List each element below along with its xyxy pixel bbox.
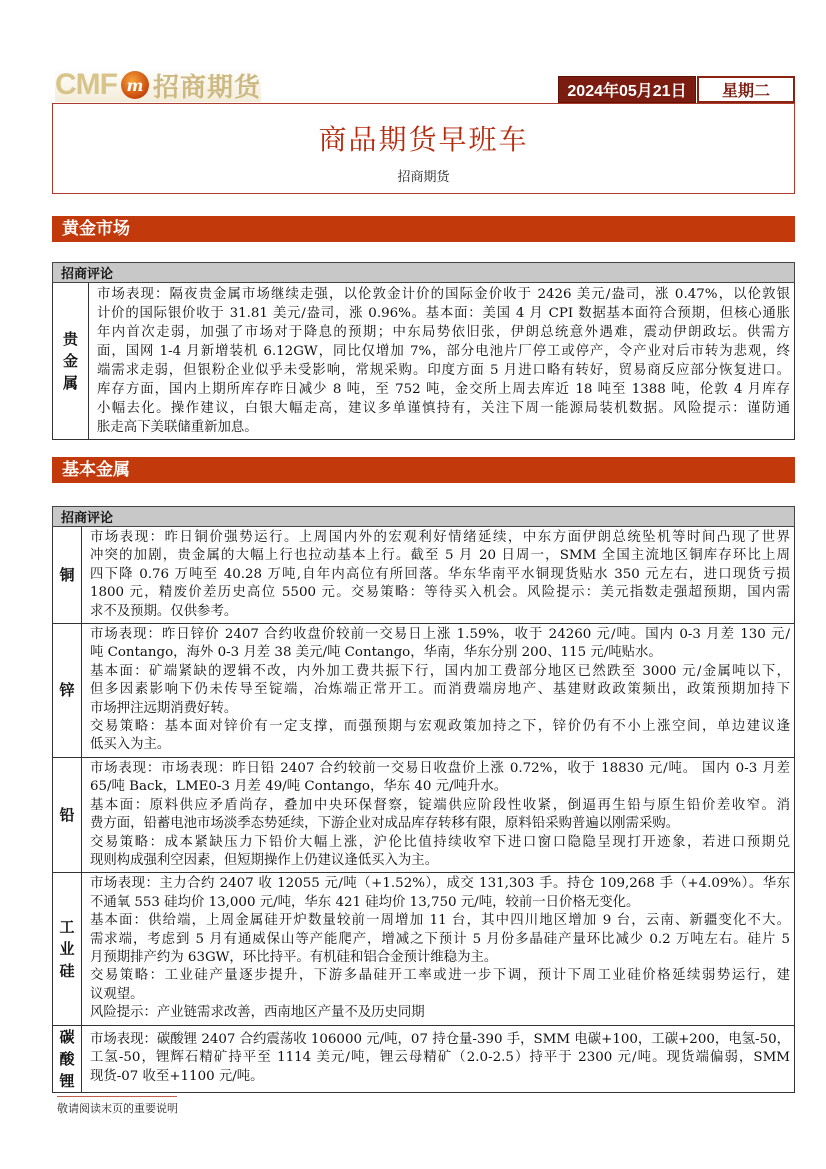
footer-note: 敬请阅读末页的重要说明	[57, 1102, 178, 1115]
label-char: 硅	[59, 961, 75, 980]
commentary-cell	[81, 757, 794, 872]
commentary-line: 现货-07 收至+1100 元/吨。	[89, 1068, 264, 1084]
commodity-label	[53, 527, 82, 624]
commentary-line: 不通氧 553 硅均价 13,000 元/吨，华东 421 硅均价 13,750 元/吨，较前一日价格无变化。	[89, 894, 640, 910]
table-row	[53, 283, 795, 440]
commentary-line: 费方面，铅蓄电池市场淡季态势延续，下游企业对成品库存转移有限，原料铅采购普遍以刚需采购。	[89, 816, 680, 832]
table-header-row	[53, 263, 795, 283]
table-row	[53, 527, 795, 624]
table-row	[53, 624, 795, 758]
commodity-label	[53, 873, 82, 1025]
section-header-base-metals: 基本金属	[52, 457, 795, 483]
commentary-line: 工氢-50，锂辉石精矿持平至 1114 美元/吨，锂云母精矿（2.0-2.5）持平于 2300 元/吨。现货端偏弱，SMM	[89, 1050, 790, 1066]
commentary-cell	[81, 1025, 794, 1092]
label-char: 锌	[59, 681, 75, 700]
label-char: 锂	[59, 1071, 75, 1090]
commentary-line: 端需求走弱，但银粉企业似乎未受影响，常规采购。印度方面 5 月进口略有转好，贸易商反应部分恢复进口。	[97, 363, 790, 378]
base-metals-comment-table	[52, 506, 795, 1093]
commentary-line: 基本面：原料供应矛盾尚存，叠加中央环保督察，锭端供应阶段性收紧，倒逼再生铅与原生铅价差收窄。消	[89, 797, 790, 813]
table-row	[53, 1025, 795, 1092]
commodity-label	[53, 624, 82, 758]
commentary-line: 市场押注远期消费好转。	[89, 700, 238, 716]
commentary-line: 市场表现：昨日锌价 2407 合约收盘价较前一交易日上涨 1.59%，收于 24260 元/吨。国内 0-3 月差 130 元/	[89, 627, 790, 643]
report-weekday: 星期二	[697, 76, 795, 103]
commentary-line: 需求端，考虑到 5 月有通威保山等产能爬产，增减之下预计 5 月份多晶硅产量环比减少 0.2 万吨左右。硅片 5	[89, 931, 790, 947]
commentary-line: 交易策略：基本面对锌价有一定支撑，而强预期与宏观政策加持之下，锌价仍有不小上涨空间，单边建议逢	[89, 719, 790, 735]
commodity-label	[53, 1025, 82, 1092]
section-header-gold: 黄金市场	[52, 216, 795, 242]
label-char: 属	[62, 374, 78, 392]
commentary-line: 交易策略：成本紧缺压力下铅价大幅上涨，沪伦比值持续收窄下进口窗口隐隐呈现打开迹象，若进口预期兑	[89, 834, 790, 850]
commentary-line: 年内首次走弱，加强了市场对于降息的预期；中东局势依旧张，伊朗总统意外遇难，震动伊朗政坛。供需方	[97, 325, 790, 340]
commentary-line: 胀走高下美联储重新加息。	[97, 420, 258, 435]
commentary-line: 计价的国际银价收于 31.81 美元/盎司，涨 0.96%。基本面：美国 4 月 CPI 数据基本面符合预期，但核心通胀	[97, 306, 790, 321]
logo-text: CMF	[55, 68, 117, 101]
commentary-line: 市场表现：隔夜贵金属市场继续走强，以伦敦金计价的国际金价收于 2426 美元/盎司，涨 0.47%，以伦敦银	[97, 287, 790, 302]
commentary-cell	[81, 624, 794, 758]
commentary-line: 基本面：矿端紧缺的逻辑不改，内外加工费共振下行，国内加工费部分地区已然跌至 3000 元/金属吨以下，	[89, 663, 790, 679]
label-char: 铅	[59, 806, 75, 825]
commentary-line: 基本面：供给端，上周金属硅开炉数量较前一周增加 11 台，其中四川地区增加 9 台，云南、新疆变化不大。	[89, 913, 790, 929]
commentary-line: 求不及预期。仅供参考。	[89, 603, 238, 619]
table-row	[53, 757, 795, 872]
table-header: 招商评论	[53, 263, 795, 283]
commentary-line: 四下降 0.76 万吨至 40.28 万吨,自年内高位有所回落。华东华南平水铜现货贴水 350 元左右，进口现货亏损	[89, 566, 790, 582]
commentary-line: 65/吨 Back，LME0-3 月差 49/吨 Contango，华东 40 元/吨升水。	[89, 779, 508, 795]
commentary-line: 小幅去化。操作建议，白银大幅走高，建议多单谨慎持有，关注下周一能源局装机数据。风险提示：谨防通	[97, 401, 790, 416]
commentary-line: 市场表现：主力合约 2407 收 12055 元/吨（+1.52%），成交 131,303 手。持仓 109,268 手（+4.09%）。华东	[89, 876, 790, 892]
commentary-line: 议观望。	[89, 986, 144, 1002]
commentary-cell	[81, 527, 794, 624]
logo-cn: 招商期货	[152, 72, 261, 103]
commentary-line: 市场表现：市场表现：昨日铅 2407 合约较前一交易日收盘价上涨 0.72%，收于 18830 元/吨。 国内 0-3 月差	[89, 760, 790, 776]
commentary-line: 1800 元，精废价差历史高位 5500 元。交易策略：等待买入机会。风险提示：美元指数走强超预期，国内需	[89, 585, 790, 601]
label-char: 酸	[59, 1049, 75, 1068]
commentary-line: 月预期排产约为 63GW，环比持平。有机硅和铝合金预计维稳为主。	[89, 949, 498, 965]
commentary-line: 冲突的加剧，贵金属的大幅上行也拉动基本上行。截至 5 月 20 日周一，SMM 全国主流地区铜库存环比上周	[89, 548, 790, 564]
commodity-label	[53, 283, 89, 440]
commodity-label	[53, 757, 82, 872]
table-header: 招商评论	[53, 507, 795, 527]
cmf-logo	[55, 68, 261, 102]
gold-comment-table	[52, 262, 795, 440]
footer-divider	[57, 1096, 177, 1097]
label-char: 铜	[59, 566, 75, 585]
commentary-line: 但多因素影响下仍未传导至锭端，冶炼端正常开工。而消费端房地产、基建财政政策频出，政策预期加持下	[89, 682, 790, 698]
commentary-line: 低买入为主。	[89, 737, 171, 753]
label-char: 碳	[59, 1027, 75, 1046]
commentary-line: 市场表现：昨日铜价强势运行。上周国内外的宏观利好情绪延续，中东方面伊朗总统坠机等时间凸现了世界	[89, 530, 790, 545]
commentary-line: 风险提示：产业链需求改善，西南地区产量不及历史同期	[89, 1005, 425, 1021]
title-box	[52, 103, 795, 194]
label-char: 业	[59, 939, 75, 958]
label-char: 工	[59, 917, 75, 936]
commentary-line: 交易策略：工业硅产量逐步提升，下游多晶硅开工率或进一步下调，预计下周工业硅价格延续弱势运行，建	[89, 968, 790, 984]
commentary-line: 现则构成强利空因素，但短期操作上仍建议逢低买入为主。	[89, 852, 439, 868]
logo-mark-icon: m	[121, 71, 149, 99]
commentary-line: 吨 Contango，海外 0-3 月差 38 美元/吨 Contango，华南，华东分别 200、115 元/吨贴水。	[89, 645, 662, 661]
table-header-row	[53, 507, 795, 527]
commentary-line: 面，国网 1-4 月新增装机 6.12GW，同比仅增加 7%，部分电池片厂停工或停产，令产业对后市转为悲观，终	[97, 344, 790, 359]
label-char: 贵	[62, 330, 78, 348]
commentary-line: 市场表现：碳酸锂 2407 合约震荡收 106000 元/吨，07 持仓量-390 手，SMM 电碳+100，工碳+200，电氢-50，	[89, 1031, 790, 1047]
commentary-cell	[89, 283, 795, 440]
commentary-cell	[81, 873, 794, 1025]
page-subtitle: 招商期货	[397, 170, 450, 185]
label-char: 金	[62, 352, 78, 370]
table-row	[53, 873, 795, 1025]
page-title: 商品期货早班车	[318, 123, 529, 156]
commentary-line: 库存方面，国内上期所库存昨日减少 8 吨，至 752 吨，金交所上周去库近 18 吨至 1388 吨，伦敦 4 月库存	[97, 382, 790, 397]
report-date: 2024年05月21日	[558, 76, 696, 103]
